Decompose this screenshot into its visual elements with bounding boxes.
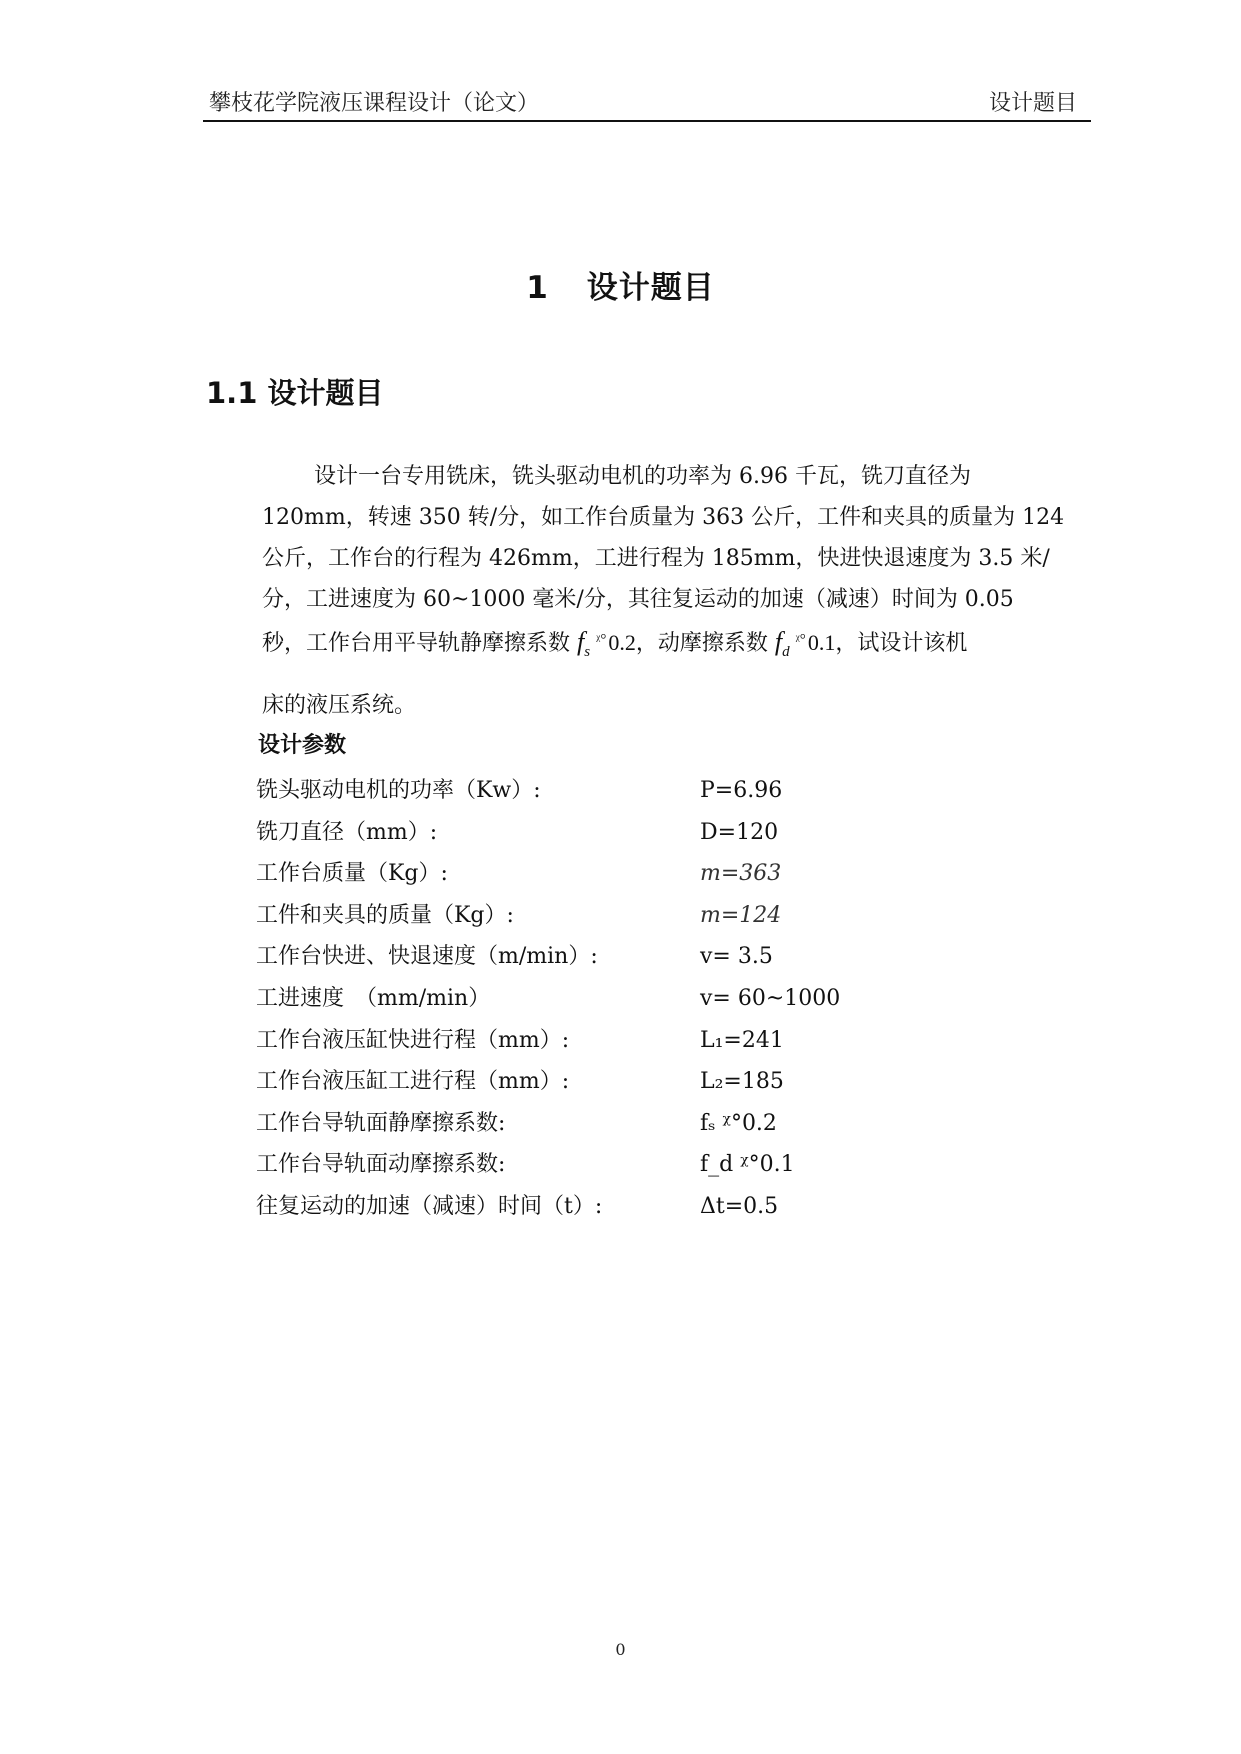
param-row xyxy=(256,1061,1016,1103)
param-label: 工作台液压缸快进行程（mm）: xyxy=(256,1027,570,1053)
param-value: m=124 xyxy=(700,902,782,928)
param-label: 工作台快进、快退速度（m/min）: xyxy=(256,944,598,970)
param-value: v= 60~1000 xyxy=(700,985,841,1011)
param-label: 铣头驱动电机的功率（Kw）: xyxy=(256,778,541,803)
section-title: 1.1 设计题目 xyxy=(206,376,384,410)
param-row xyxy=(256,812,1016,854)
param-label: 工作台导轨面静摩擦系数: xyxy=(256,1110,506,1136)
paragraph-line-4: 分，工进速度为 60~1000 毫米/分，其往复运动的加速（减速）时间为 0.05 xyxy=(262,587,1014,612)
param-label: 工作台导轨面动摩擦系数: xyxy=(256,1152,506,1178)
param-label: 往复运动的加速（减速）时间（t）: xyxy=(256,1193,603,1219)
paragraph-line-5 xyxy=(262,620,1082,673)
chapter-number: 1 xyxy=(526,270,549,306)
paragraph-line-3: 公斤，工作台的行程为 426mm，工进行程为 185mm，快进快退速度为 3.5 米/ xyxy=(262,546,1050,571)
param-label: 工作台质量（Kg）: xyxy=(256,861,448,887)
chapter-title-text: 设计题目 xyxy=(586,270,715,306)
line5-middle: ，动摩擦系数 xyxy=(635,631,768,656)
param-row xyxy=(256,1186,1016,1228)
page-number: 0 xyxy=(615,1640,626,1659)
param-value: v= 3.5 xyxy=(700,944,773,970)
line5-suffix: ，试设计该机 xyxy=(835,631,968,656)
param-row xyxy=(256,770,1016,812)
param-label: 铣刀直径（mm）: xyxy=(256,819,438,845)
param-label: 工作台液压缸工进行程（mm）: xyxy=(256,1069,570,1095)
param-value: P=6.96 xyxy=(700,778,783,803)
header-document-title: 攀枝花学院液压课程设计（论文） xyxy=(209,91,540,116)
param-value: D=120 xyxy=(700,819,779,845)
param-value: fₛ ᵡ°0.2 xyxy=(700,1110,777,1136)
param-row xyxy=(256,853,1016,895)
param-value: m=363 xyxy=(700,861,782,887)
dynamic-friction-formula: $f_d^{ᵡ^\circ}0.1$ xyxy=(774,627,836,660)
param-value: Δt=0.5 xyxy=(700,1193,779,1219)
param-label: 工件和夹具的质量（Kg）: xyxy=(256,902,514,928)
paragraph-line-2: 120mm，转速 350 转/分，如工作台质量为 363 公斤，工件和夹具的质量为 124 xyxy=(262,505,1065,530)
header-chapter-name: 设计题目 xyxy=(988,91,1077,116)
param-value: f_d ᵡ°0.1 xyxy=(700,1152,795,1178)
param-row xyxy=(256,978,1016,1020)
param-label: 工进速度 （mm/min） xyxy=(256,985,491,1011)
chapter-title xyxy=(0,262,1241,307)
paragraph-line-6: 床的液压系统。 xyxy=(262,693,417,718)
param-row xyxy=(256,1103,1016,1145)
param-value: L₂=185 xyxy=(700,1069,784,1095)
param-row xyxy=(256,1144,1016,1186)
design-parameters-list xyxy=(256,770,1016,1228)
param-value: L₁=241 xyxy=(700,1027,784,1053)
line5-prefix: 秒，工作台用平导轨静摩擦系数 xyxy=(262,631,571,656)
param-row xyxy=(256,895,1016,937)
problem-statement-paragraph xyxy=(262,456,1082,726)
paragraph-line-1: 设计一台专用铣床，铣头驱动电机的功率为 6.96 千瓦，铣刀直径为 xyxy=(314,464,971,489)
static-friction-formula: $f_s^{ᵡ^\circ}0.2$ xyxy=(577,627,636,660)
param-row xyxy=(256,1020,1016,1062)
page-header xyxy=(203,86,1091,122)
param-row xyxy=(256,936,1016,978)
params-title: 设计参数 xyxy=(258,733,347,758)
